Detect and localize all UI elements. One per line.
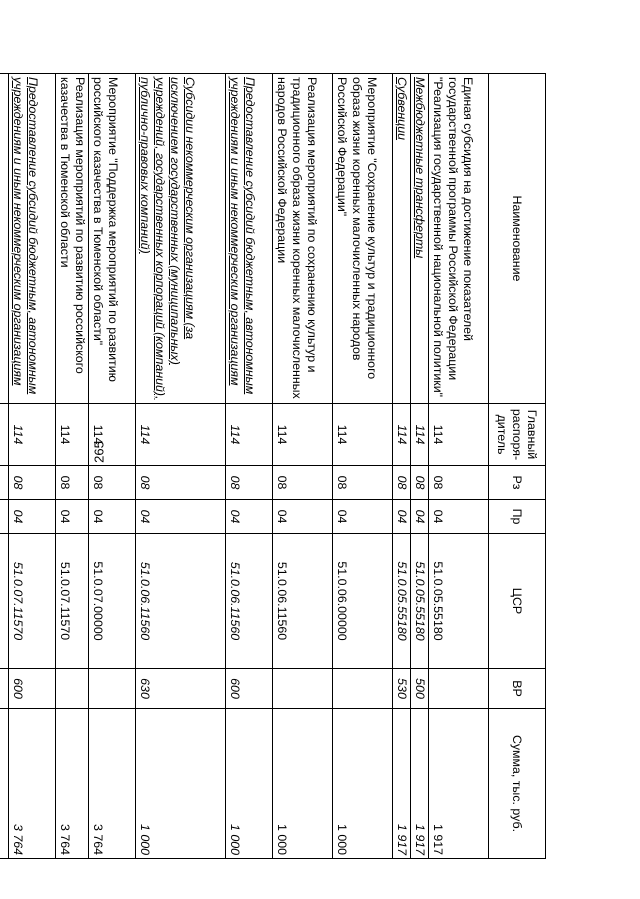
header-name: Наименование — [489, 74, 546, 404]
cell-rz: 08 — [89, 466, 136, 500]
header-row — [489, 74, 546, 859]
cell-pr: 04 — [393, 500, 411, 534]
cell-sum — [0, 709, 9, 859]
table-row — [0, 74, 9, 859]
cell-vr — [333, 669, 393, 709]
cell-vr — [429, 669, 489, 709]
cell-name: Предоставление субсидий бюджетным, автономным учреждениям и иным некоммерческим организациям — [9, 74, 56, 404]
table-row — [333, 74, 393, 859]
cell-grbs: 114 — [226, 404, 273, 466]
cell-vr — [273, 669, 333, 709]
cell-csr: 51.0.07.00000 — [89, 534, 136, 669]
cell-pr: 04 — [429, 500, 489, 534]
cell-name: Межбюджетные трансферты — [411, 74, 429, 404]
header-grbs: Главный распоря-дитель — [489, 404, 546, 466]
cell-sum: 3 764 — [89, 709, 136, 859]
cell-csr: 51.0.07.11570 — [56, 534, 89, 669]
cell-grbs: 114 — [136, 404, 226, 466]
cell-vr: 530 — [393, 669, 411, 709]
cell-name: Мероприятие "Сохранение культур и традиционного образа жизни коренных малочисленных народов Российской Федерации" — [333, 74, 393, 404]
cell-sum: 1 917 — [393, 709, 411, 859]
header-pr: Пр — [489, 500, 546, 534]
cell-pr: 04 — [273, 500, 333, 534]
cell-vr — [0, 669, 9, 709]
cell-sum: 3 764 — [56, 709, 89, 859]
cell-grbs: 114 — [393, 404, 411, 466]
cell-rz: 08 — [273, 466, 333, 500]
cell-grbs: 114 — [9, 404, 56, 466]
cell-grbs: 114 — [56, 404, 89, 466]
cell-sum: 1 000 — [273, 709, 333, 859]
cell-csr: 51.0.06.00000 — [333, 534, 393, 669]
cell-grbs — [0, 404, 9, 466]
cell-rz: 08 — [429, 466, 489, 500]
cell-pr: 04 — [89, 500, 136, 534]
cell-csr: 51.0.05.55180 — [393, 534, 411, 669]
cell-sum: 1 000 — [333, 709, 393, 859]
cell-sum: 1 917 — [429, 709, 489, 859]
cell-pr: 04 — [333, 500, 393, 534]
budget-table — [0, 73, 546, 859]
table-row — [393, 74, 411, 859]
cell-name — [0, 74, 9, 404]
cell-sum: 1 000 — [226, 709, 273, 859]
cell-name: Субсидии некоммерческим организациям (за исключением государственных (муниципальных) учреждений, государственных корпораций (компаний), публично-правовых компаний) — [136, 74, 226, 404]
cell-grbs: 114 — [273, 404, 333, 466]
cell-rz: 08 — [333, 466, 393, 500]
cell-name: Субвенции — [393, 74, 411, 404]
cell-rz — [0, 466, 9, 500]
cell-csr — [0, 534, 9, 669]
table-row — [56, 74, 89, 859]
cell-grbs: 114 — [333, 404, 393, 466]
cell-name: Реализация мероприятий по сохранению культур и традиционного образа жизни коренных малочисленных народов Российской Федерации — [273, 74, 333, 404]
cell-grbs: 114 — [411, 404, 429, 466]
cell-rz: 08 — [226, 466, 273, 500]
cell-vr: 630 — [136, 669, 226, 709]
cell-csr: 51.0.07.11570 — [9, 534, 56, 669]
cell-vr: 600 — [226, 669, 273, 709]
cell-name: Единая субсидия на достижение показателей государственной программы Российской Федерации "Реализация государственной национальной политики" — [429, 74, 489, 404]
cell-csr: 51.0.06.11560 — [273, 534, 333, 669]
cell-grbs: 114 — [429, 404, 489, 466]
cell-sum: 1 000 — [136, 709, 226, 859]
header-sum: Сумма, тыс. руб. — [489, 709, 546, 859]
cell-csr: 51.0.06.11560 — [136, 534, 226, 669]
cell-vr — [89, 669, 136, 709]
cell-pr: 04 — [9, 500, 56, 534]
cell-name: Реализация мероприятий по развитию российского казачества в Тюменской области — [56, 74, 89, 404]
cell-vr — [56, 669, 89, 709]
cell-rz: 08 — [136, 466, 226, 500]
header-csr: ЦСР — [489, 534, 546, 669]
header-rz: Рз — [489, 466, 546, 500]
table-row — [273, 74, 333, 859]
cell-csr: 51.0.05.55180 — [429, 534, 489, 669]
cell-csr: 51.0.05.55180 — [411, 534, 429, 669]
table-row — [411, 74, 429, 859]
cell-vr: 500 — [411, 669, 429, 709]
cell-pr: 04 — [136, 500, 226, 534]
cell-pr — [0, 500, 9, 534]
cell-grbs: 114 — [89, 404, 136, 466]
table-row — [429, 74, 489, 859]
table-row — [136, 74, 226, 859]
table-body — [0, 74, 489, 859]
cell-rz: 08 — [9, 466, 56, 500]
cell-sum: 3 764 — [9, 709, 56, 859]
table-row — [9, 74, 56, 859]
cell-pr: 04 — [56, 500, 89, 534]
cell-name: Предоставление субсидий бюджетным, автономным учреждениям и иным некоммерческим организациям — [226, 74, 273, 404]
cell-pr: 04 — [226, 500, 273, 534]
cell-name: Мероприятие "Поддержка мероприятий по развитию российского казачества в Тюменской области" — [89, 74, 136, 404]
table-row — [226, 74, 273, 859]
cell-vr: 600 — [9, 669, 56, 709]
cell-csr: 51.0.06.11560 — [226, 534, 273, 669]
cell-sum: 1 917 — [411, 709, 429, 859]
cell-rz: 08 — [56, 466, 89, 500]
cell-pr: 04 — [411, 500, 429, 534]
cell-rz: 08 — [411, 466, 429, 500]
cell-rz: 08 — [393, 466, 411, 500]
table-row — [89, 74, 136, 859]
page-number: 265 — [91, 441, 107, 463]
header-vr: ВР — [489, 669, 546, 709]
